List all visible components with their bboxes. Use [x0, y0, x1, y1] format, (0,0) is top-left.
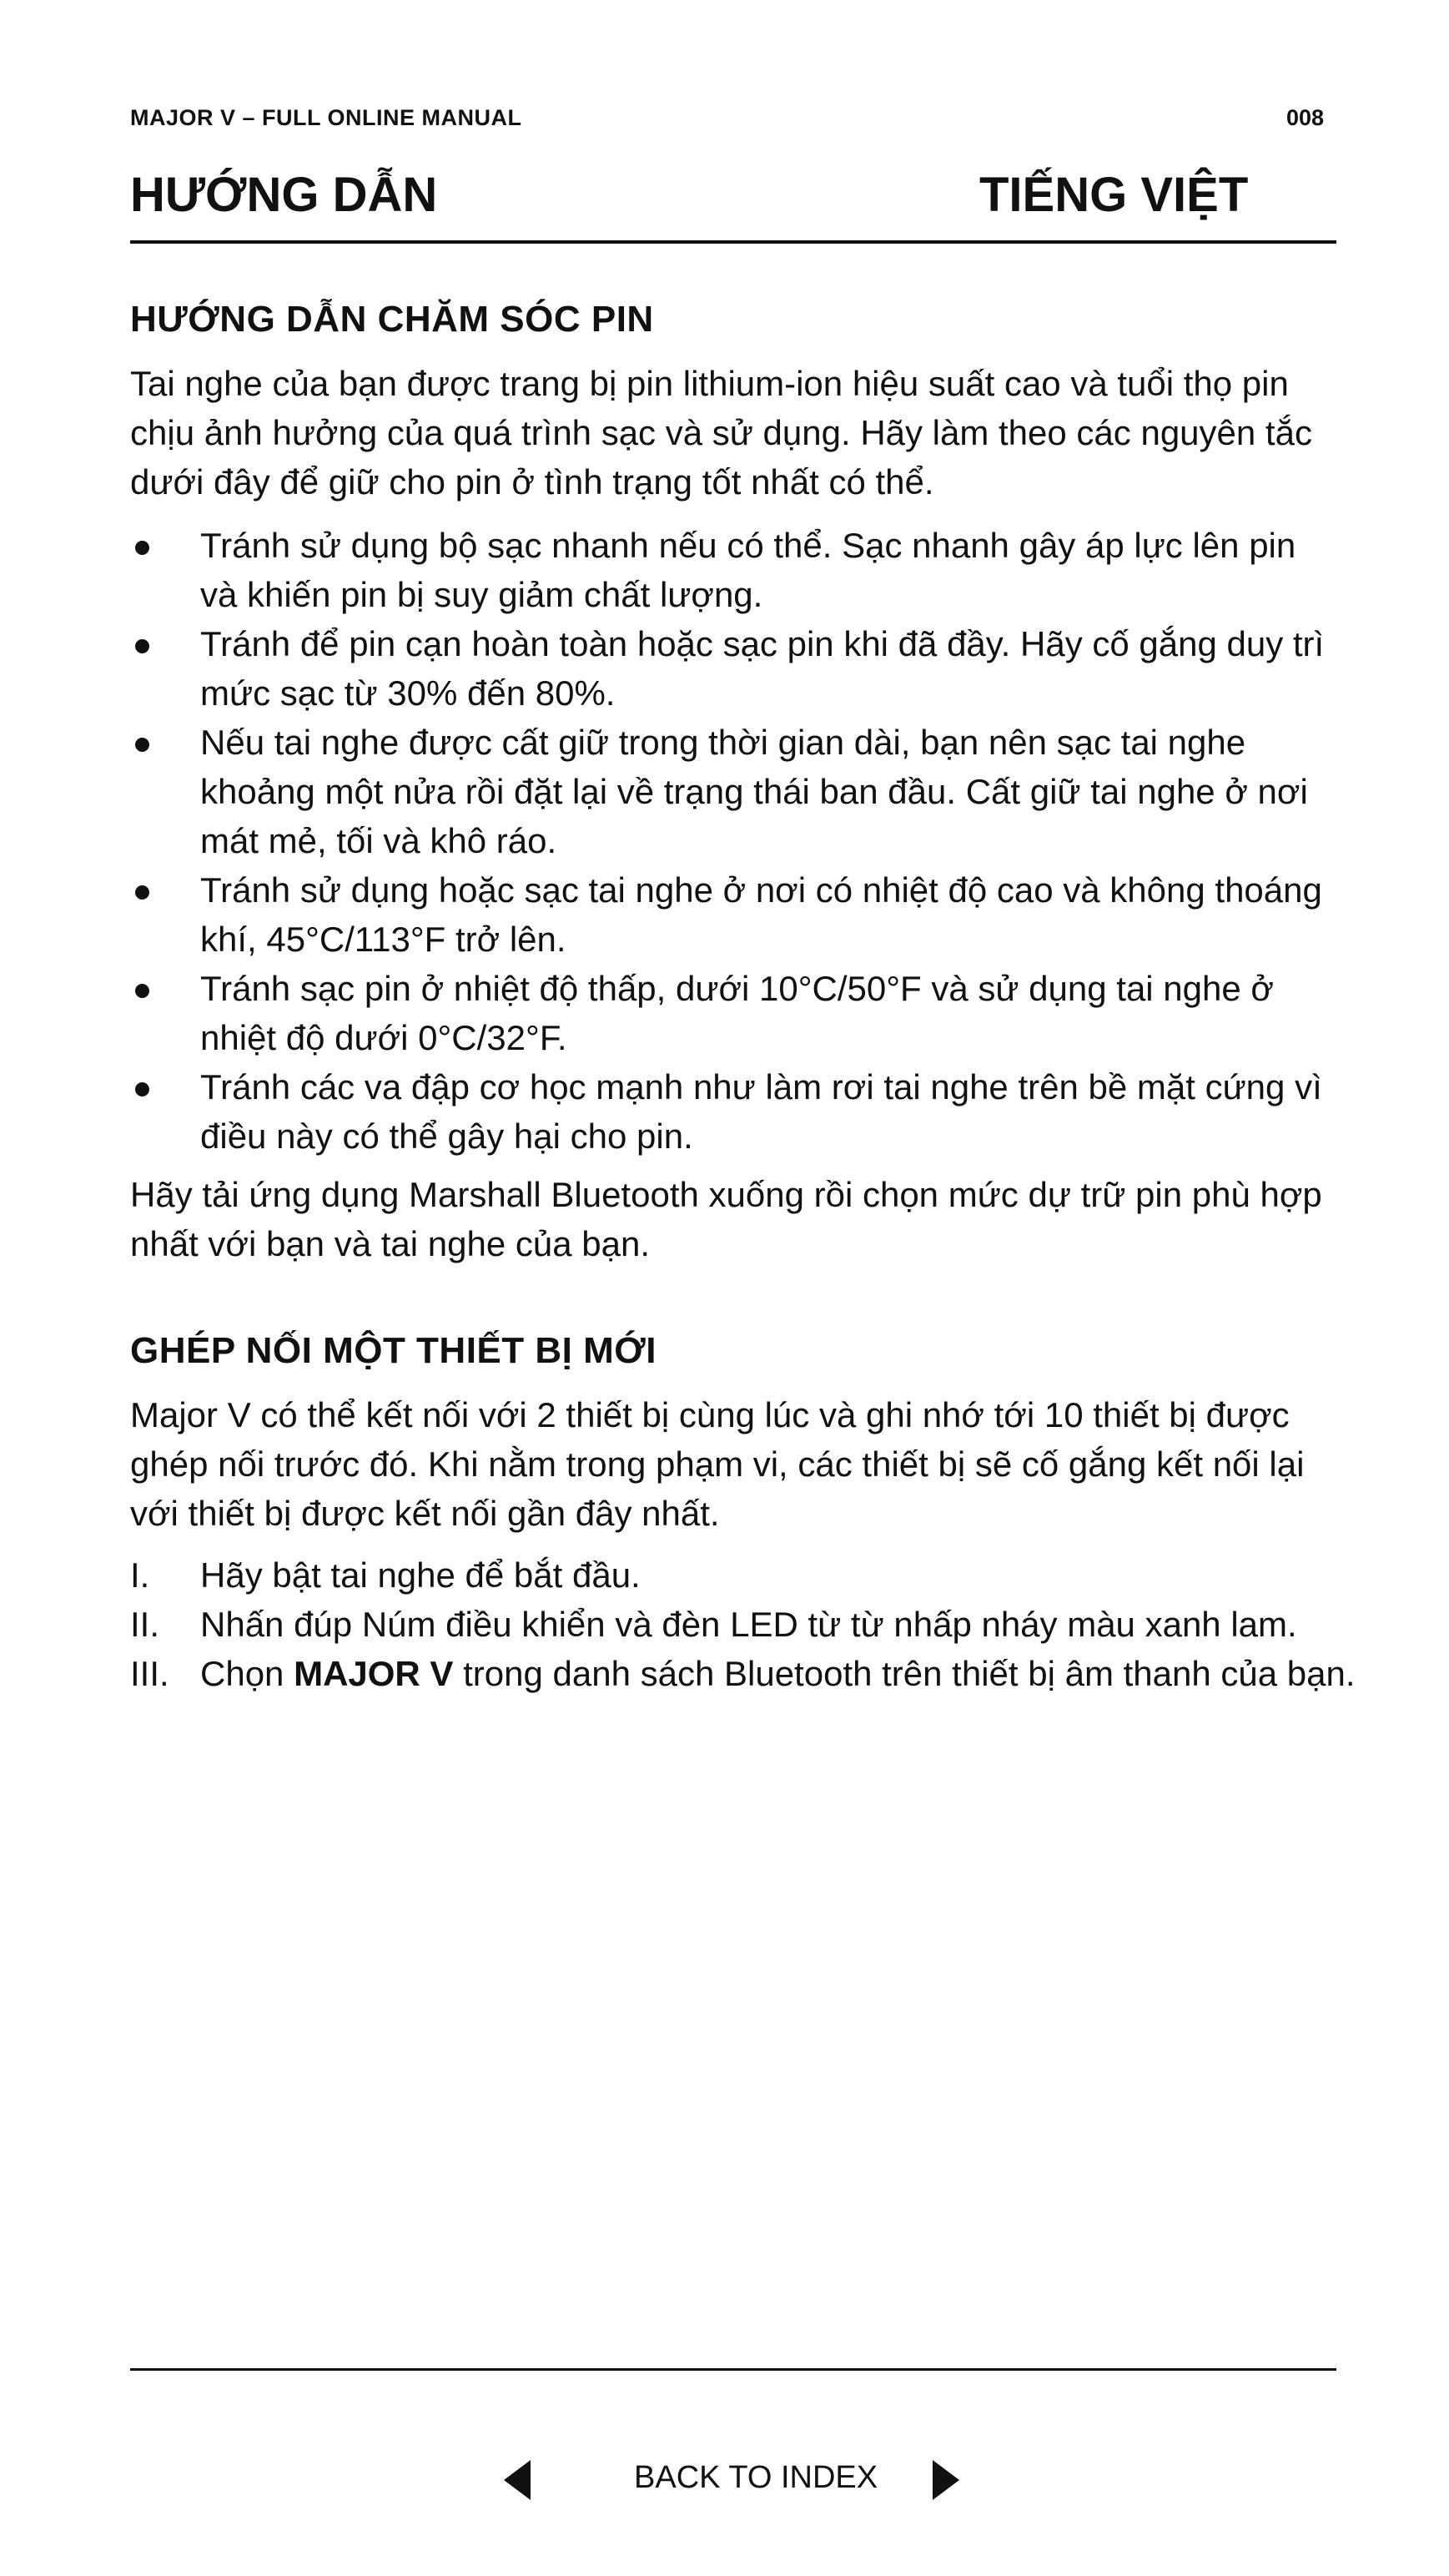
step-number: I.	[130, 1555, 150, 1595]
list-item: III. Chọn MAJOR V trong danh sách Bluetooth trên thiết bị âm thanh của bạn.	[130, 1649, 1340, 1698]
triangle-right-icon[interactable]	[933, 2460, 959, 2500]
battery-tips-list	[130, 521, 1340, 1161]
step-number: II.	[130, 1605, 160, 1644]
list-item: I. Hãy bật tai nghe để bắt đầu.	[130, 1550, 1340, 1600]
footer-divider	[130, 2368, 1336, 2371]
section-title: HƯỚNG DẪN	[130, 168, 438, 222]
triangle-left-icon[interactable]	[504, 2460, 531, 2500]
manual-title: MAJOR V – FULL ONLINE MANUAL	[130, 105, 522, 130]
list-item: Tránh sạc pin ở nhiệt độ thấp, dưới 10°C/50°F và sử dụng tai nghe ở nhiệt độ dưới 0°C/32°F.	[130, 964, 1340, 1062]
list-item: Tránh các va đập cơ học mạnh như làm rơi tai nghe trên bề mặt cứng vì điều này có thể gây hại cho pin.	[130, 1062, 1340, 1161]
bullet-icon	[135, 738, 149, 752]
bullet-icon	[135, 885, 149, 900]
pairing-heading: GHÉP NỐI MỘT THIẾT BỊ MỚI	[130, 1330, 657, 1371]
bullet-icon	[135, 541, 149, 555]
language-label: TIẾNG VIỆT	[979, 168, 1249, 222]
page-number: 008	[1285, 105, 1324, 130]
bullet-icon	[135, 639, 149, 653]
header-divider	[130, 240, 1336, 244]
battery-outro-paragraph: Hãy tải ứng dụng Marshall Bluetooth xuống rồi chọn mức dự trữ pin phù hợp nhất với bạn và tai nghe của bạn.	[130, 1175, 1322, 1263]
list-item: Tránh sử dụng hoặc sạc tai nghe ở nơi có nhiệt độ cao và không thoáng khí, 45°C/113°F trở lên.	[130, 865, 1340, 964]
list-item: Tránh để pin cạn hoàn toàn hoặc sạc pin khi đã đầy. Hãy cố gắng duy trì mức sạc từ 30% đến 80%.	[130, 619, 1340, 718]
bullet-icon	[135, 984, 149, 998]
bullet-icon	[135, 1082, 149, 1096]
list-item: Tránh sử dụng bộ sạc nhanh nếu có thể. Sạc nhanh gây áp lực lên pin và khiến pin bị suy giảm chất lượng.	[130, 521, 1340, 619]
list-item: II. Nhấn đúp Núm điều khiển và đèn LED từ từ nhấp nháy màu xanh lam.	[130, 1600, 1340, 1649]
list-item: Nếu tai nghe được cất giữ trong thời gian dài, bạn nên sạc tai nghe khoảng một nửa rồi đặt lại về trạng thái ban đầu. Cất giữ tai nghe ở nơi mát mẻ, tối và khô ráo.	[130, 718, 1340, 865]
device-name: MAJOR V	[294, 1654, 454, 1693]
pairing-intro-paragraph: Major V có thể kết nối với 2 thiết bị cùng lúc và ghi nhớ tới 10 thiết bị được ghép nối trước đó. Khi nằm trong phạm vi, các thiết bị sẽ cố gắng kết nối lại với thiết bị được kết nối gần đây nhất.	[130, 1395, 1305, 1533]
footer-navigation	[0, 2453, 1449, 2503]
back-to-index-link[interactable]: BACK TO INDEX	[634, 2460, 878, 2495]
battery-intro-paragraph: Tai nghe của bạn được trang bị pin lithium-ion hiệu suất cao và tuổi thọ pin chịu ảnh hưởng của quá trình sạc và sử dụng. Hãy làm theo các nguyên tắc dưới đây để giữ cho pin ở tình trạng tốt nhất có thể.	[130, 364, 1312, 502]
battery-care-heading: HƯỚNG DẪN CHĂM SÓC PIN	[130, 299, 654, 340]
step-number: III.	[130, 1654, 169, 1693]
pairing-steps-list	[130, 1550, 1356, 1698]
